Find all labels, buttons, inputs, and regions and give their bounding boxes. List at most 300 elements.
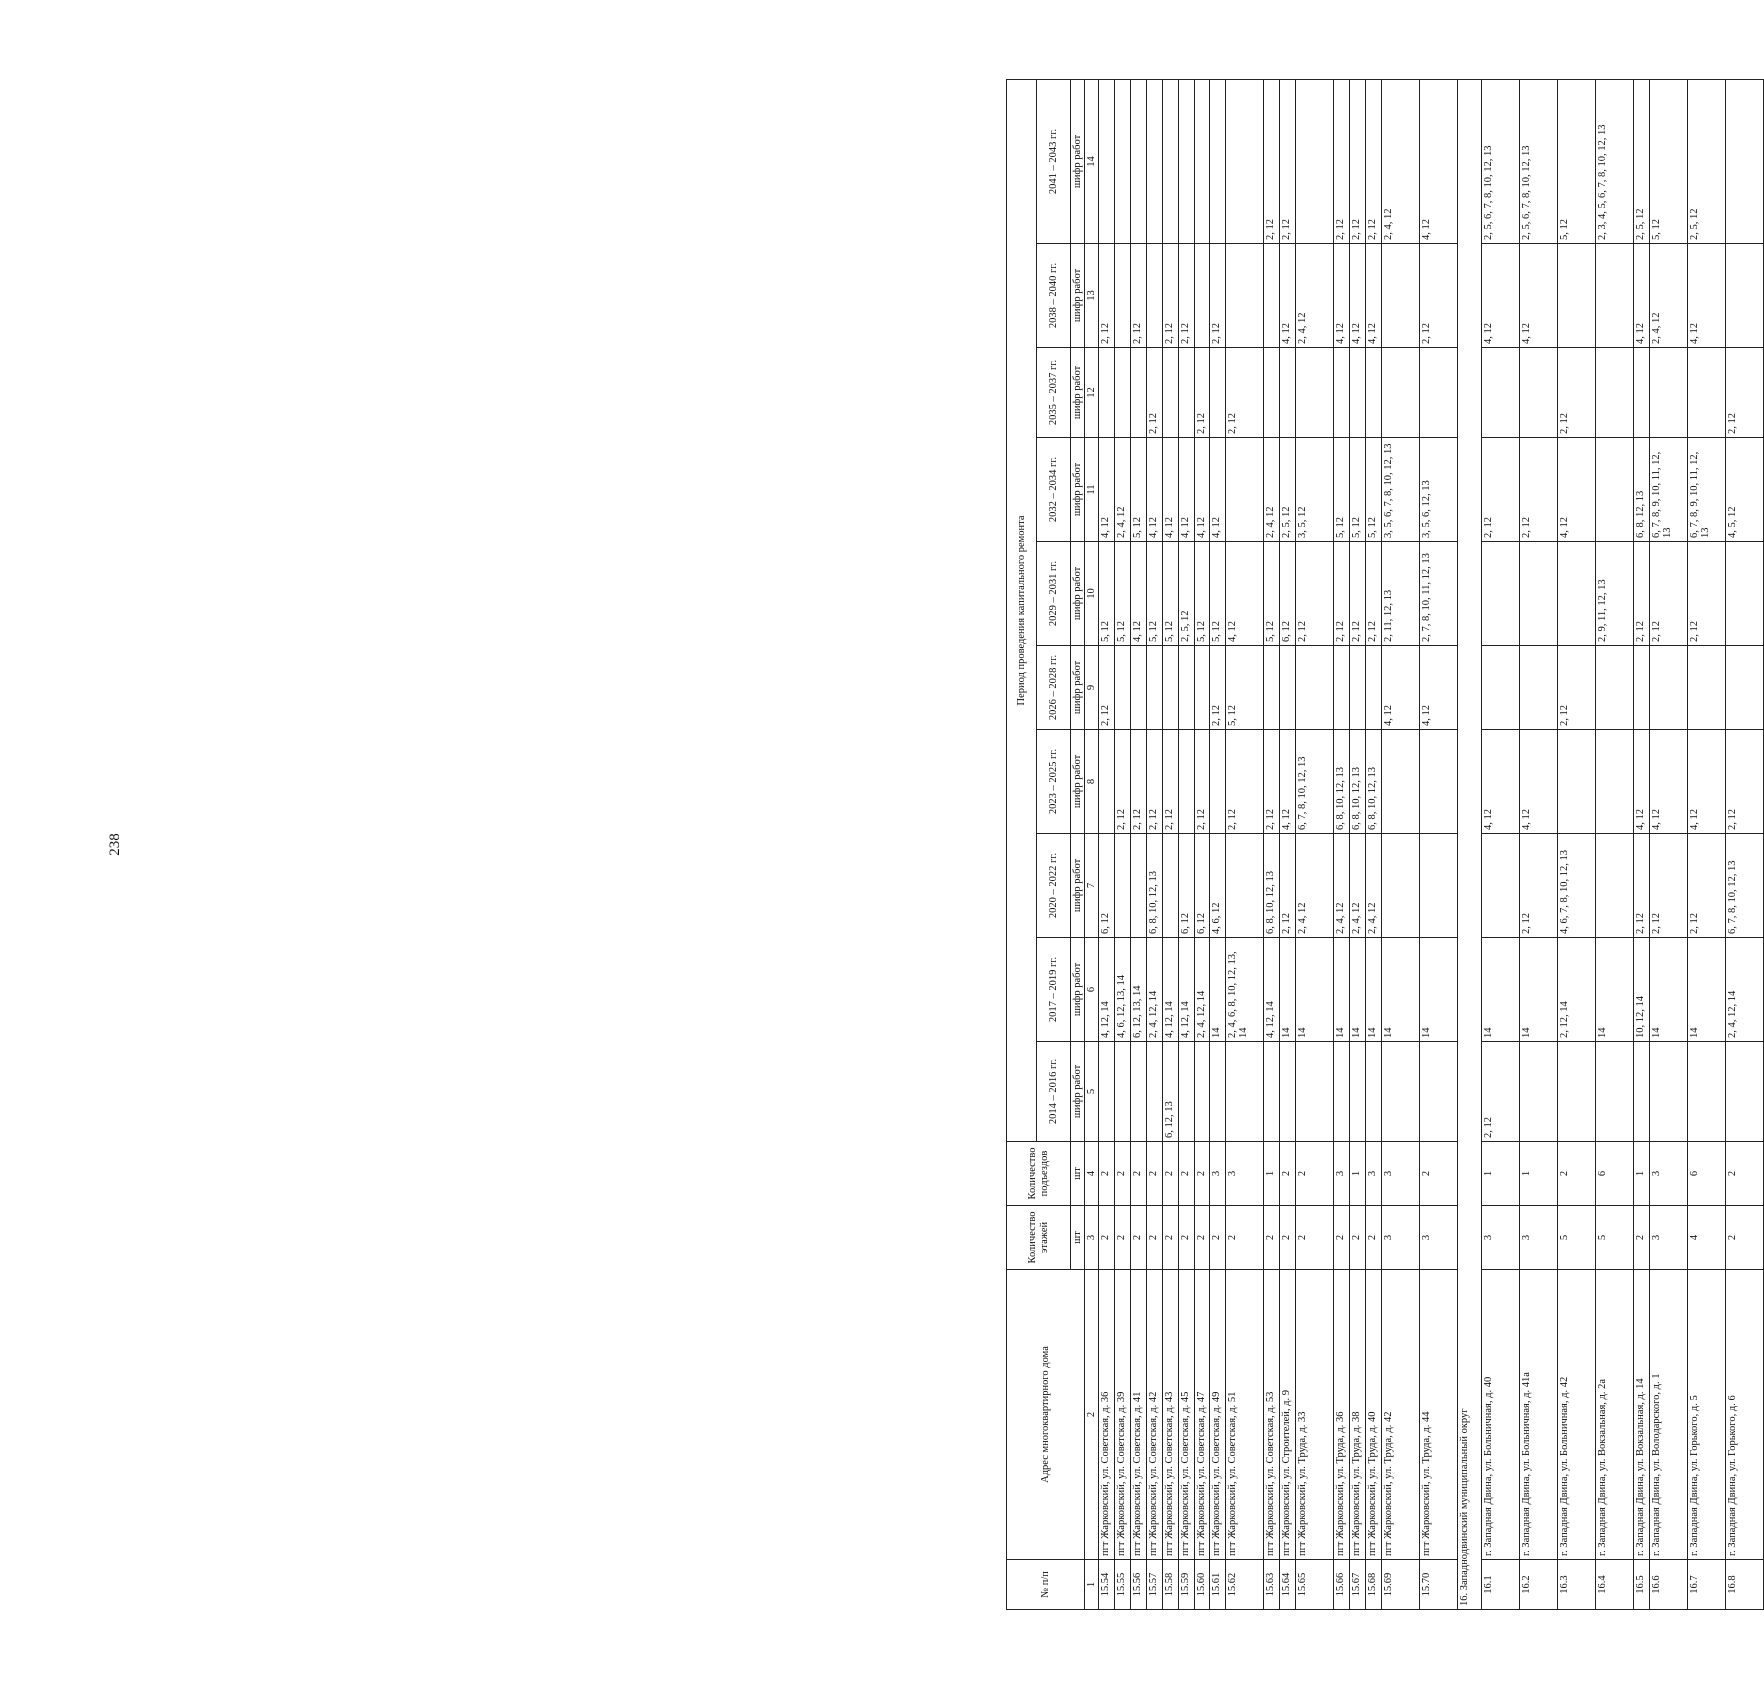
row-work-codes xyxy=(1178,730,1194,834)
row-floors: 2 xyxy=(1194,1206,1210,1270)
row-work-codes: 4, 12 xyxy=(1226,542,1264,646)
row-number: 16.1 xyxy=(1482,1560,1520,1610)
row-work-codes xyxy=(1334,646,1350,730)
row-work-codes: 2, 12 xyxy=(1162,730,1178,834)
row-work-codes xyxy=(1210,1042,1226,1142)
row-work-codes xyxy=(1558,542,1596,646)
row-work-codes xyxy=(1130,834,1146,938)
row-work-codes: 2, 12 xyxy=(1482,1042,1520,1142)
row-work-codes: 5, 12 xyxy=(1114,542,1130,646)
header-address: Адрес многоквартирного дома xyxy=(1007,1270,1085,1560)
row-floors: 2 xyxy=(1162,1206,1178,1270)
row-work-codes: 14 xyxy=(1420,938,1458,1042)
header-period-range: 2023 – 2025 гг. xyxy=(1037,730,1071,834)
row-work-codes xyxy=(1280,1042,1296,1142)
table-row xyxy=(1634,79,1650,1609)
table-row xyxy=(1226,79,1264,1609)
row-work-codes xyxy=(1130,79,1146,243)
header-period-range: 2017 – 2019 гг. xyxy=(1037,938,1071,1042)
row-work-codes xyxy=(1130,1042,1146,1142)
header-column-number: 13 xyxy=(1085,244,1099,348)
row-number: 16.8 xyxy=(1726,1560,1764,1610)
header-column-number: 11 xyxy=(1085,438,1099,542)
row-work-codes xyxy=(1420,834,1458,938)
row-number: 16.5 xyxy=(1634,1560,1650,1610)
section-title: 16. Западнодвинский муниципальный округ xyxy=(1458,79,1482,1609)
row-work-codes xyxy=(1382,244,1420,348)
row-entrances: 1 xyxy=(1634,1142,1650,1206)
row-work-codes: 4, 6, 7, 8, 10, 12, 13 xyxy=(1558,834,1596,938)
row-floors: 5 xyxy=(1596,1206,1634,1270)
row-work-codes: 4, 12 xyxy=(1280,730,1296,834)
header-period-range: 2029 – 2031 гг. xyxy=(1037,542,1071,646)
row-work-codes xyxy=(1726,1042,1764,1142)
row-work-codes xyxy=(1726,244,1764,348)
row-work-codes: 4, 12 xyxy=(1366,244,1382,348)
row-work-codes xyxy=(1634,646,1650,730)
row-address: пгт Жарковский, ул. Труда, д. 38 xyxy=(1350,1270,1366,1560)
row-work-codes: 6, 12 xyxy=(1178,834,1194,938)
row-work-codes xyxy=(1558,1042,1596,1142)
table-row xyxy=(1482,79,1520,1609)
row-work-codes: 2, 12, 14 xyxy=(1558,938,1596,1042)
row-work-codes: 2, 12 xyxy=(1146,348,1162,438)
row-work-codes xyxy=(1366,1042,1382,1142)
row-work-codes: 2, 12 xyxy=(1099,646,1115,730)
row-work-codes: 2, 12 xyxy=(1130,730,1146,834)
row-work-codes: 14 xyxy=(1296,938,1334,1042)
row-work-codes: 6, 12 xyxy=(1099,834,1115,938)
row-work-codes: 5, 12 xyxy=(1099,542,1115,646)
row-work-codes xyxy=(1596,1042,1634,1142)
row-work-codes: 10, 12, 14 xyxy=(1634,938,1650,1042)
row-work-codes: 4, 12 xyxy=(1650,730,1688,834)
row-work-codes: 2, 5, 12 xyxy=(1280,438,1296,542)
row-work-codes: 2, 12 xyxy=(1099,244,1115,348)
row-work-codes: 6, 8, 10, 12, 13 xyxy=(1350,730,1366,834)
row-work-codes xyxy=(1194,244,1210,348)
row-work-codes xyxy=(1650,646,1688,730)
row-address: пгт Жарковский, ул. Труда, д. 33 xyxy=(1296,1270,1334,1560)
row-work-codes: 2, 4, 12 xyxy=(1366,834,1382,938)
table-row xyxy=(1194,79,1210,1609)
row-work-codes xyxy=(1726,542,1764,646)
header-floors: Количество этажей xyxy=(1007,1206,1071,1270)
row-work-codes: 6, 7, 8, 9, 10, 11, 12, 13 xyxy=(1688,438,1726,542)
row-work-codes: 6, 7, 8, 9, 10, 11, 12, 13 xyxy=(1650,438,1688,542)
row-work-codes xyxy=(1382,1042,1420,1142)
table-row xyxy=(1296,79,1334,1609)
row-address: пгт Жарковский, ул. Советская, д. 36 xyxy=(1099,1270,1115,1560)
row-work-codes: 2, 12 xyxy=(1226,730,1264,834)
row-work-codes: 2, 12 xyxy=(1194,348,1210,438)
row-floors: 3 xyxy=(1382,1206,1420,1270)
header-cipher: шифр работ xyxy=(1071,244,1085,348)
row-work-codes: 2, 7, 8, 10, 11, 12, 13 xyxy=(1420,542,1458,646)
header-cipher: шифр работ xyxy=(1071,646,1085,730)
row-entrances: 3 xyxy=(1226,1142,1264,1206)
row-floors: 2 xyxy=(1264,1206,1280,1270)
row-work-codes: 5, 12 xyxy=(1264,542,1280,646)
row-work-codes xyxy=(1130,348,1146,438)
table-row xyxy=(1114,79,1130,1609)
table-row xyxy=(1366,79,1382,1609)
row-work-codes: 14 xyxy=(1596,938,1634,1042)
row-work-codes: 4, 6, 12, 13, 14 xyxy=(1114,938,1130,1042)
header-column-number: 5 xyxy=(1085,1042,1099,1142)
row-entrances: 2 xyxy=(1420,1142,1458,1206)
row-work-codes: 2, 12 xyxy=(1520,834,1558,938)
row-address: пгт Жарковский, ул. Строителей, д. 9 xyxy=(1280,1270,1296,1560)
row-entrances: 3 xyxy=(1366,1142,1382,1206)
row-floors: 2 xyxy=(1146,1206,1162,1270)
table-row xyxy=(1210,79,1226,1609)
row-work-codes: 6, 8, 10, 12, 13 xyxy=(1264,834,1280,938)
row-work-codes xyxy=(1350,1042,1366,1142)
row-entrances: 2 xyxy=(1099,1142,1115,1206)
row-work-codes xyxy=(1634,348,1650,438)
row-number: 16.4 xyxy=(1596,1560,1634,1610)
row-work-codes: 2, 11, 12, 13 xyxy=(1382,542,1420,646)
row-work-codes xyxy=(1178,646,1194,730)
row-number: 16.3 xyxy=(1558,1560,1596,1610)
header-column-number: 8 xyxy=(1085,730,1099,834)
row-address: пгт Жарковский, ул. Советская, д. 45 xyxy=(1178,1270,1194,1560)
header-unit-floors: шт xyxy=(1071,1206,1085,1270)
row-work-codes xyxy=(1162,646,1178,730)
row-address: г. Западная Двина, ул. Больничная, д. 40 xyxy=(1482,1270,1520,1560)
row-work-codes: 5, 12 xyxy=(1350,438,1366,542)
row-work-codes: 2, 12 xyxy=(1264,730,1280,834)
row-work-codes: 2, 12 xyxy=(1726,730,1764,834)
row-work-codes: 2, 4, 12 xyxy=(1264,438,1280,542)
row-work-codes xyxy=(1334,348,1350,438)
header-cipher: шифр работ xyxy=(1071,938,1085,1042)
row-work-codes: 5, 12 xyxy=(1130,438,1146,542)
row-work-codes: 2, 12 xyxy=(1650,834,1688,938)
header-unit-entrances: шт xyxy=(1071,1142,1085,1206)
row-work-codes xyxy=(1520,348,1558,438)
header-cipher: шифр работ xyxy=(1071,79,1085,243)
row-work-codes xyxy=(1099,348,1115,438)
row-work-codes: 2, 5, 12 xyxy=(1178,542,1194,646)
row-work-codes xyxy=(1210,730,1226,834)
row-work-codes: 2, 12 xyxy=(1350,542,1366,646)
row-work-codes: 4, 12 xyxy=(1194,438,1210,542)
row-work-codes: 5, 12 xyxy=(1210,542,1226,646)
header-column-number: 12 xyxy=(1085,348,1099,438)
row-entrances: 2 xyxy=(1130,1142,1146,1206)
row-work-codes: 4, 12 xyxy=(1688,244,1726,348)
row-work-codes xyxy=(1296,79,1334,243)
row-work-codes xyxy=(1130,646,1146,730)
row-work-codes xyxy=(1099,1042,1115,1142)
row-work-codes xyxy=(1162,79,1178,243)
row-work-codes: 2, 12 xyxy=(1634,834,1650,938)
header-column-number: 10 xyxy=(1085,542,1099,646)
row-work-codes xyxy=(1146,1042,1162,1142)
row-entrances: 1 xyxy=(1264,1142,1280,1206)
row-entrances: 2 xyxy=(1162,1142,1178,1206)
row-work-codes: 2, 4, 12 xyxy=(1334,834,1350,938)
page-number: 238 xyxy=(106,833,123,856)
row-work-codes xyxy=(1596,244,1634,348)
row-work-codes: 2, 12 xyxy=(1210,244,1226,348)
row-work-codes xyxy=(1726,79,1764,243)
row-work-codes xyxy=(1226,1042,1264,1142)
row-work-codes: 2, 12 xyxy=(1210,646,1226,730)
row-work-codes: 2, 12 xyxy=(1162,244,1178,348)
table-row xyxy=(1099,79,1115,1609)
row-entrances: 2 xyxy=(1296,1142,1334,1206)
row-address: пгт Жарковский, ул. Советская, д. 49 xyxy=(1210,1270,1226,1560)
row-work-codes: 4, 12, 14 xyxy=(1264,938,1280,1042)
row-work-codes xyxy=(1558,730,1596,834)
row-work-codes: 6, 12, 13, 14 xyxy=(1130,938,1146,1042)
row-work-codes: 14 xyxy=(1650,938,1688,1042)
row-work-codes xyxy=(1296,646,1334,730)
row-work-codes: 2, 4, 12 xyxy=(1296,834,1334,938)
row-address: г. Западная Двина, ул. Больничная, д. 42 xyxy=(1558,1270,1596,1560)
header-period: Период проведения капитального ремонта xyxy=(1007,79,1037,1141)
row-entrances: 6 xyxy=(1596,1142,1634,1206)
row-work-codes: 5, 12 xyxy=(1366,438,1382,542)
row-work-codes xyxy=(1688,348,1726,438)
row-work-codes xyxy=(1596,834,1634,938)
row-work-codes xyxy=(1482,542,1520,646)
row-work-codes: 4, 12 xyxy=(1420,646,1458,730)
row-floors: 2 xyxy=(1280,1206,1296,1270)
table-row xyxy=(1280,79,1296,1609)
row-entrances: 2 xyxy=(1178,1142,1194,1206)
row-work-codes: 6, 8, 10, 12, 13 xyxy=(1334,730,1350,834)
row-work-codes: 4, 12 xyxy=(1162,438,1178,542)
row-entrances: 3 xyxy=(1210,1142,1226,1206)
header-period-range: 2035 – 2037 гг. xyxy=(1037,348,1071,438)
row-entrances: 2 xyxy=(1726,1142,1764,1206)
row-work-codes: 4, 12, 14 xyxy=(1162,938,1178,1042)
row-work-codes xyxy=(1296,1042,1334,1142)
row-work-codes: 6, 8, 10, 12, 13 xyxy=(1366,730,1382,834)
row-work-codes xyxy=(1226,244,1264,348)
table-row xyxy=(1178,79,1194,1609)
row-work-codes: 2, 12 xyxy=(1558,348,1596,438)
row-work-codes: 2, 4, 12, 14 xyxy=(1726,938,1764,1042)
row-entrances: 2 xyxy=(1280,1142,1296,1206)
row-work-codes: 4, 12 xyxy=(1334,244,1350,348)
row-floors: 2 xyxy=(1350,1206,1366,1270)
row-work-codes: 6, 12, 13 xyxy=(1162,1042,1178,1142)
row-work-codes xyxy=(1210,79,1226,243)
row-address: пгт Жарковский, ул. Советская, д. 43 xyxy=(1162,1270,1178,1560)
row-work-codes xyxy=(1420,348,1458,438)
row-work-codes: 2, 12 xyxy=(1366,542,1382,646)
row-number: 15.55 xyxy=(1114,1560,1130,1610)
row-entrances: 6 xyxy=(1688,1142,1726,1206)
row-address: пгт Жарковский, ул. Советская, д. 47 xyxy=(1194,1270,1210,1560)
row-address: пгт Жарковский, ул. Труда, д. 36 xyxy=(1334,1270,1350,1560)
row-entrances: 1 xyxy=(1482,1142,1520,1206)
header-column-number: 2 xyxy=(1085,1270,1099,1560)
table-row xyxy=(1558,79,1596,1609)
row-work-codes xyxy=(1634,1042,1650,1142)
table-row xyxy=(1264,79,1280,1609)
header-cipher: шифр работ xyxy=(1071,730,1085,834)
row-work-codes xyxy=(1226,79,1264,243)
row-address: г. Западная Двина, ул. Больничная, д. 41а xyxy=(1520,1270,1558,1560)
row-entrances: 3 xyxy=(1334,1142,1350,1206)
row-work-codes: 4, 12 xyxy=(1634,730,1650,834)
row-work-codes: 4, 12 xyxy=(1558,438,1596,542)
row-work-codes: 4, 5, 12 xyxy=(1726,438,1764,542)
row-work-codes: 6, 8, 10, 12, 13 xyxy=(1146,834,1162,938)
row-number: 16.7 xyxy=(1688,1560,1726,1610)
header-column-number: 14 xyxy=(1085,79,1099,243)
row-floors: 2 xyxy=(1634,1206,1650,1270)
row-address: пгт Жарковский, ул. Советская, д. 51 xyxy=(1226,1270,1264,1560)
row-work-codes: 4, 12 xyxy=(1482,730,1520,834)
row-work-codes xyxy=(1264,1042,1280,1142)
header-cipher: шифр работ xyxy=(1071,348,1085,438)
row-number: 15.63 xyxy=(1264,1560,1280,1610)
row-number: 16.6 xyxy=(1650,1560,1688,1610)
row-work-codes: 5, 12 xyxy=(1162,542,1178,646)
row-work-codes xyxy=(1650,348,1688,438)
row-work-codes xyxy=(1099,730,1115,834)
row-floors: 3 xyxy=(1482,1206,1520,1270)
row-work-codes: 2, 12 xyxy=(1420,244,1458,348)
row-work-codes: 2, 12 xyxy=(1650,542,1688,646)
row-floors: 2 xyxy=(1099,1206,1115,1270)
table-row xyxy=(1130,79,1146,1609)
row-work-codes: 4, 12 xyxy=(1099,438,1115,542)
row-address: г. Западная Двина, ул. Вокзальная, д. 2а xyxy=(1596,1270,1634,1560)
row-work-codes xyxy=(1520,1042,1558,1142)
row-work-codes: 4, 12 xyxy=(1634,244,1650,348)
row-floors: 5 xyxy=(1558,1206,1596,1270)
row-work-codes: 3, 5, 12 xyxy=(1296,438,1334,542)
row-work-codes: 14 xyxy=(1482,938,1520,1042)
row-work-codes: 2, 12 xyxy=(1280,834,1296,938)
row-work-codes: 2, 12 xyxy=(1520,438,1558,542)
row-work-codes: 2, 12 xyxy=(1688,834,1726,938)
row-work-codes: 2, 12 xyxy=(1178,244,1194,348)
row-work-codes xyxy=(1146,79,1162,243)
row-work-codes xyxy=(1114,834,1130,938)
row-floors: 2 xyxy=(1114,1206,1130,1270)
row-work-codes xyxy=(1688,1042,1726,1142)
row-number: 15.70 xyxy=(1420,1560,1458,1610)
header-period-range: 2041 – 2043 гг. xyxy=(1037,79,1071,243)
row-work-codes xyxy=(1726,646,1764,730)
table-row xyxy=(1650,79,1688,1609)
row-floors: 3 xyxy=(1520,1206,1558,1270)
repair-schedule-table xyxy=(1006,79,1764,1610)
row-number: 15.68 xyxy=(1366,1560,1382,1610)
row-work-codes xyxy=(1366,646,1382,730)
row-work-codes: 4, 12 xyxy=(1280,244,1296,348)
row-work-codes: 3, 5, 6, 7, 8, 10, 12, 13 xyxy=(1382,438,1420,542)
row-work-codes xyxy=(1194,1042,1210,1142)
row-work-codes xyxy=(1264,646,1280,730)
row-floors: 2 xyxy=(1726,1206,1764,1270)
row-work-codes xyxy=(1688,646,1726,730)
row-work-codes: 2, 12 xyxy=(1130,244,1146,348)
row-work-codes: 6, 12 xyxy=(1280,542,1296,646)
row-number: 15.59 xyxy=(1178,1560,1194,1610)
row-address: пгт Жарковский, ул. Советская, д. 41 xyxy=(1130,1270,1146,1560)
row-work-codes xyxy=(1482,646,1520,730)
table-row xyxy=(1520,79,1558,1609)
row-work-codes: 2, 12 xyxy=(1482,438,1520,542)
header-cipher: шифр работ xyxy=(1071,438,1085,542)
row-work-codes: 2, 12 xyxy=(1226,348,1264,438)
header-period-range: 2020 – 2022 гг. xyxy=(1037,834,1071,938)
row-number: 15.57 xyxy=(1146,1560,1162,1610)
header-number: № п/п xyxy=(1007,1560,1085,1610)
row-work-codes: 4, 12, 14 xyxy=(1099,938,1115,1042)
table-row xyxy=(1596,79,1634,1609)
row-work-codes xyxy=(1296,348,1334,438)
row-work-codes xyxy=(1194,646,1210,730)
row-work-codes xyxy=(1146,646,1162,730)
row-work-codes xyxy=(1482,834,1520,938)
row-work-codes: 4, 12 xyxy=(1520,730,1558,834)
row-work-codes: 5, 12 xyxy=(1194,542,1210,646)
row-address: г. Западная Двина, ул. Горького, д. 6 xyxy=(1726,1270,1764,1560)
table-row xyxy=(1334,79,1350,1609)
row-address: пгт Жарковский, ул. Труда, д. 42 xyxy=(1382,1270,1420,1560)
row-work-codes: 5, 12 xyxy=(1650,79,1688,243)
row-work-codes: 4, 6, 12 xyxy=(1210,834,1226,938)
row-work-codes: 14 xyxy=(1520,938,1558,1042)
row-work-codes xyxy=(1114,348,1130,438)
row-work-codes: 2, 12 xyxy=(1726,348,1764,438)
row-work-codes xyxy=(1350,646,1366,730)
row-work-codes: 4, 12 xyxy=(1146,438,1162,542)
row-number: 16.2 xyxy=(1520,1560,1558,1610)
row-number: 15.65 xyxy=(1296,1560,1334,1610)
row-work-codes xyxy=(1210,348,1226,438)
row-work-codes xyxy=(1596,646,1634,730)
row-floors: 4 xyxy=(1688,1206,1726,1270)
row-floors: 2 xyxy=(1210,1206,1226,1270)
row-address: г. Западная Двина, ул. Вокзальная, д. 14 xyxy=(1634,1270,1650,1560)
row-work-codes: 6, 8, 12, 13 xyxy=(1634,438,1650,542)
header-column-number: 1 xyxy=(1085,1560,1099,1610)
row-work-codes xyxy=(1596,348,1634,438)
row-work-codes xyxy=(1382,834,1420,938)
row-number: 15.62 xyxy=(1226,1560,1264,1610)
row-work-codes: 4, 12 xyxy=(1420,79,1458,243)
row-work-codes: 2, 4, 12 xyxy=(1296,244,1334,348)
header-period-range: 2014 – 2016 гг. xyxy=(1037,1042,1071,1142)
row-work-codes: 2, 12 xyxy=(1634,542,1650,646)
row-address: г. Западная Двина, ул. Горького, д. 5 xyxy=(1688,1270,1726,1560)
row-work-codes xyxy=(1520,542,1558,646)
row-work-codes: 2, 4, 12, 14 xyxy=(1146,938,1162,1042)
row-work-codes: 2, 4, 12, 14 xyxy=(1194,938,1210,1042)
row-work-codes xyxy=(1596,438,1634,542)
row-address: пгт Жарковский, ул. Советская, д. 39 xyxy=(1114,1270,1130,1560)
row-floors: 3 xyxy=(1420,1206,1458,1270)
row-number: 15.54 xyxy=(1099,1560,1115,1610)
header-column-number: 7 xyxy=(1085,834,1099,938)
header-column-number: 3 xyxy=(1085,1206,1099,1270)
header-entrances: Количество подъездов xyxy=(1007,1142,1071,1206)
row-work-codes: 2, 12 xyxy=(1334,542,1350,646)
row-floors: 2 xyxy=(1296,1206,1334,1270)
